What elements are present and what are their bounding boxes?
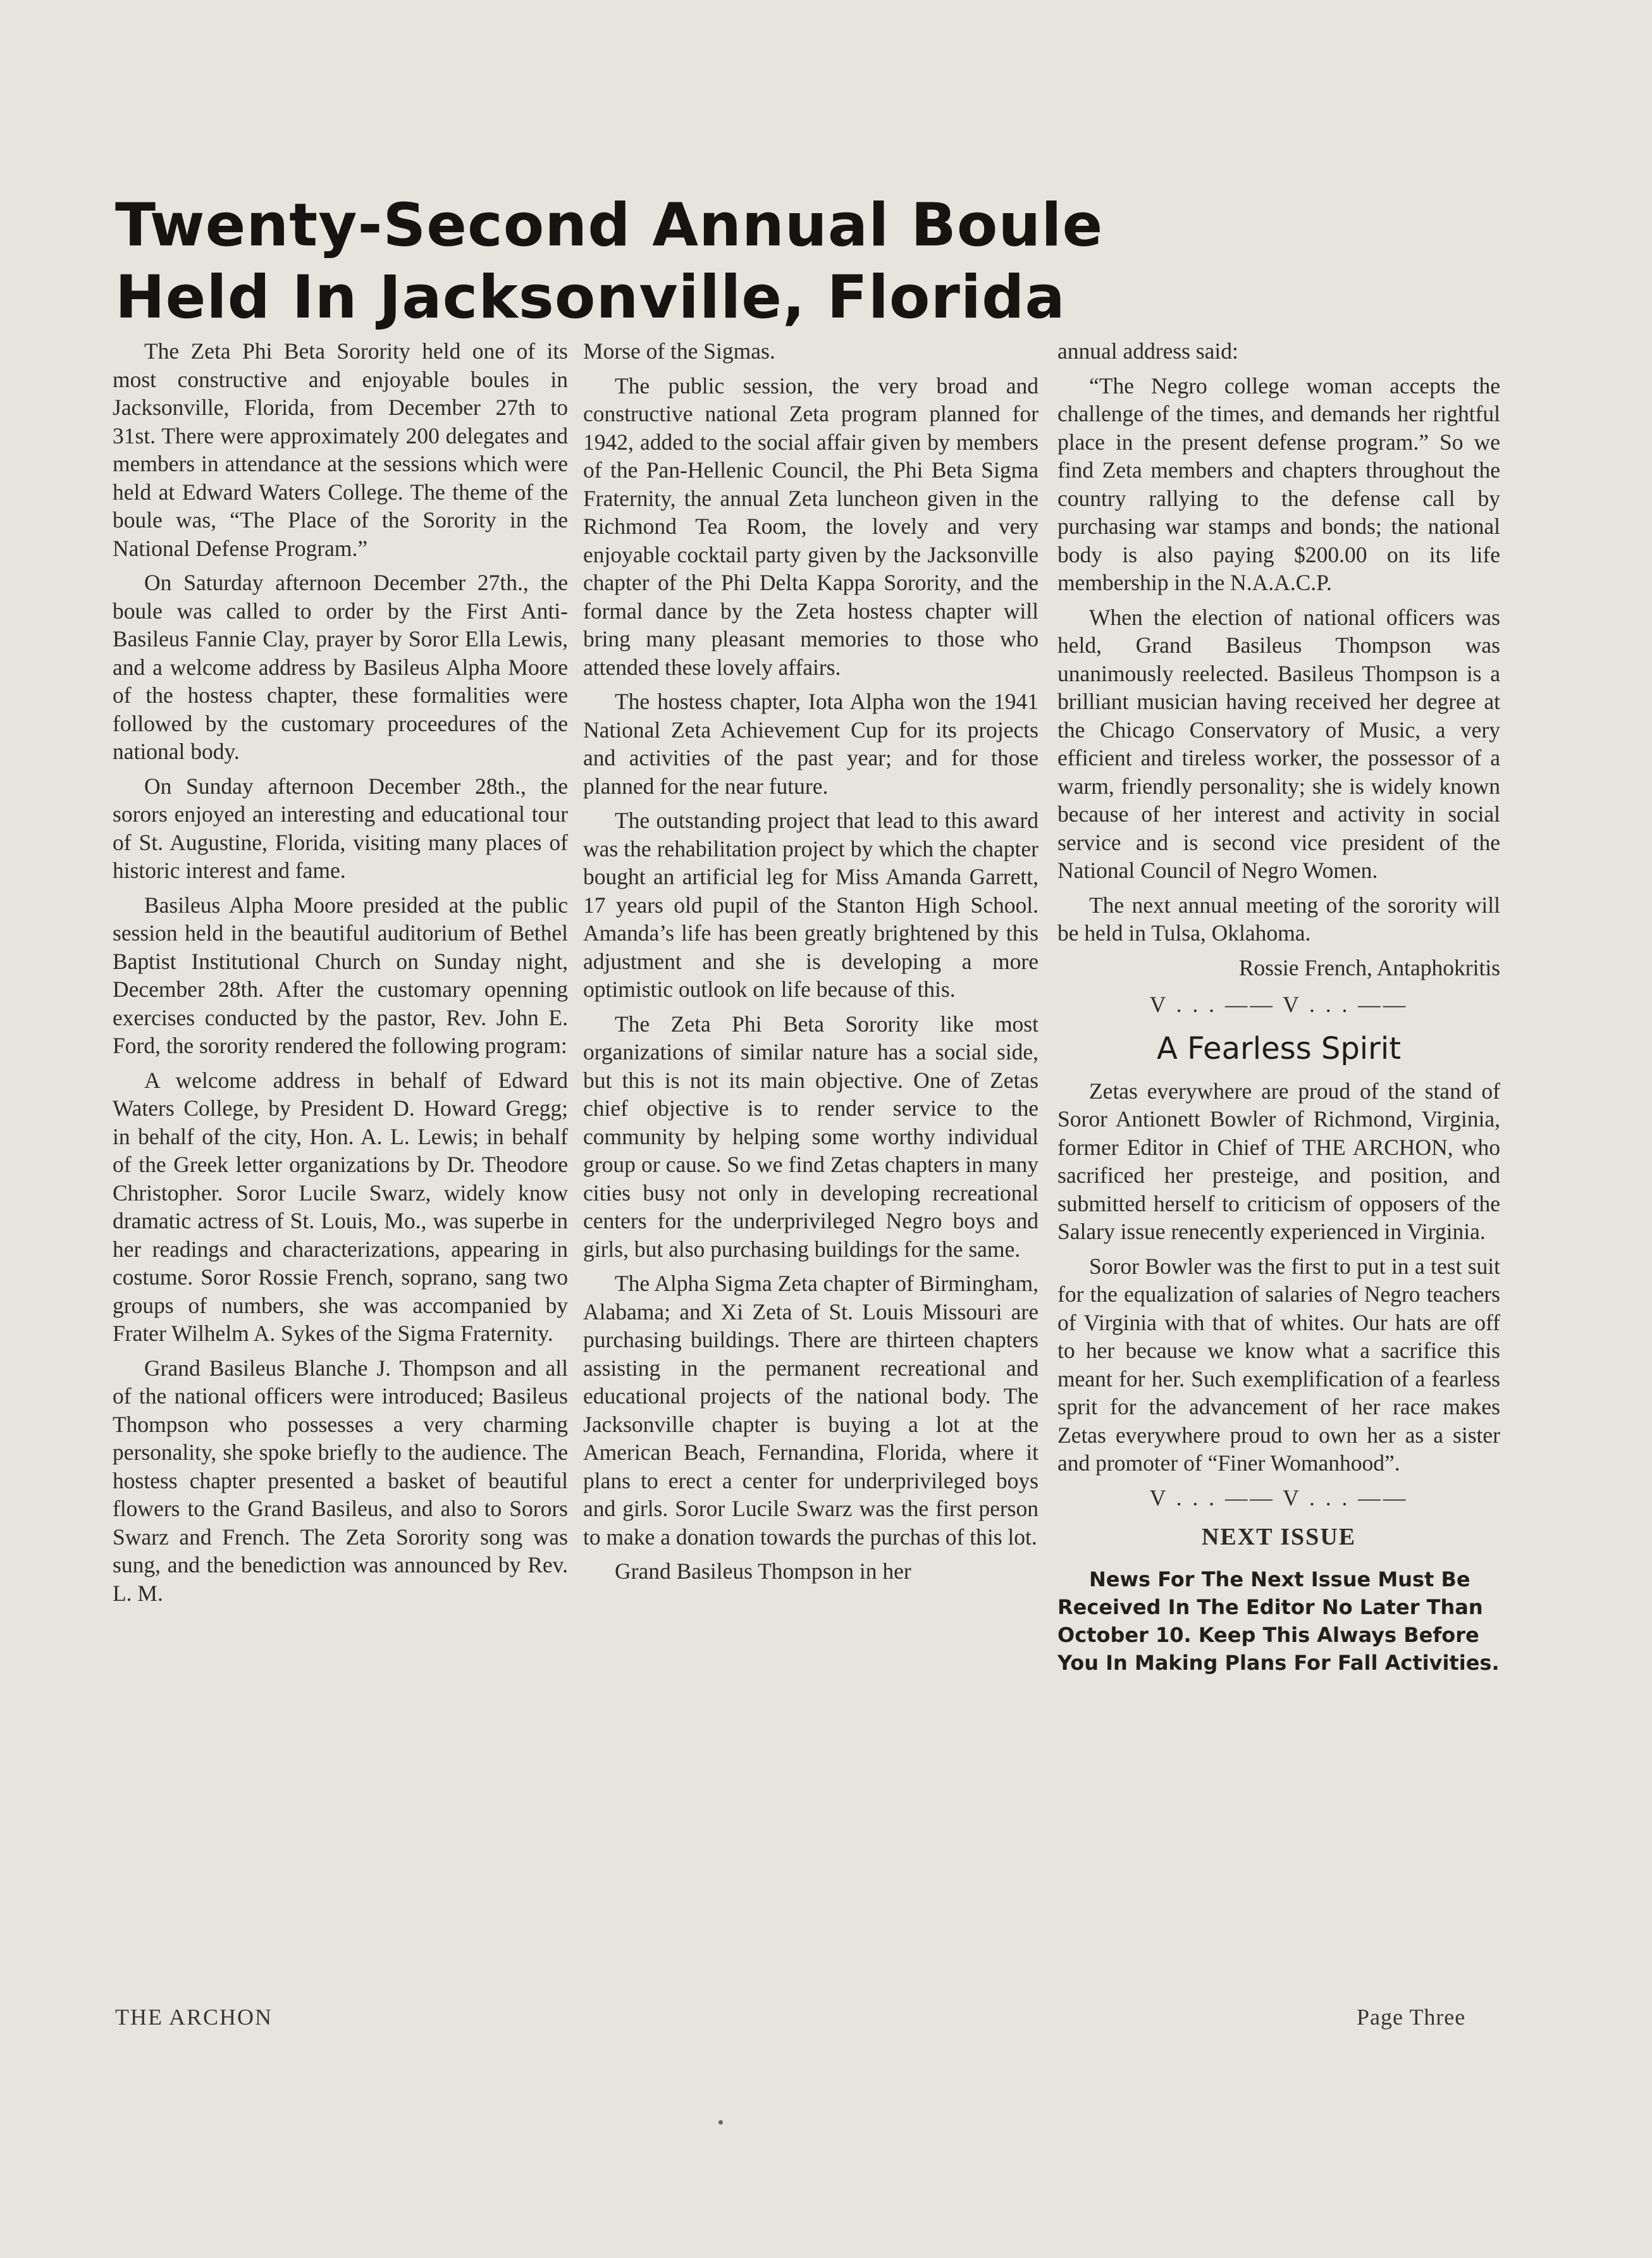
headline-line-2: Held In Jacksonville, Florida (115, 263, 1066, 332)
paragraph: The Alpha Sigma Zeta chapter of Birmingham, Alabama; and Xi Zeta of St. Louis Missouri are purchasing buildings. There are thirteen chapters assisting in the permanent recreational and educational projects of the national body. The Jacksonville chapter is buying a lot at the American Beach, Fernandina, Florida, where it plans to erect a center for underprivileged boys and girls. Soror Lucile Swarz was the first person to make a donation towards the purchas of this lot. (583, 1271, 1039, 1550)
paragraph: “The Negro college woman accepts the challenge of the times, and demands her rightful place in the present defense program.” So we find Zeta members and chapters throughout the country rallying to the defense call by purchasing war stamps and bonds; the national body is also paying $200.00 on its life membership in the N.A.A.C.P. (1057, 373, 1500, 595)
footer-page-number: Page Three (1357, 2004, 1466, 2030)
column-2 (583, 337, 1039, 1592)
separator: V . . . —— V . . . —— (1149, 1484, 1409, 1510)
footer-publication: THE ARCHON (115, 2004, 273, 2030)
paragraph: When the election of national officers was held, Grand Basileus Thompson was unanimously reelected. Basileus Thompson is a brilliant musician having received her degree at the Chicago Conservatory of Music, a very efficient and tireless worker, the possessor of a warm, friendly personality; she is widely known because of her interest and activity in social service and is second vice president of the National Council of Negro Women. (1057, 604, 1500, 883)
column-3 (1057, 337, 1500, 1683)
separator: V . . . —— V . . . —— (1149, 992, 1409, 1017)
paragraph: Zetas everywhere are proud of the stand of Soror Antionett Bowler of Richmond, Virginia, former Editor in Chief of THE ARCHON, who sacrificed her presteige, and position, and submitted herself to criticism of opposers of the Salary issue renecently experienced in Virginia. (1057, 1078, 1500, 1244)
paragraph: Grand Basileus Blanche J. Thompson and all of the national officers were introduced; Basileus Thompson who possesses a very charming personality, she spoke briefly to the audience. The hostess chapter presented a basket of beautiful flowers to the Grand Basileus, and also to Sorors Swarz and French. The Zeta Sorority song was sung, and the benediction was announced by Rev. L. M. (113, 1355, 568, 1606)
paragraph: On Sunday afternoon December 28th., the sorors enjoyed an interesting and educational tour of St. Augustine, Florida, visiting many places of historic interest and fame. (113, 773, 568, 883)
paragraph: The public session, the very broad and constructive national Zeta program planned for 1942, added to the social affair given by members of the Pan-Hellenic Council, the Phi Beta Sigma Fraternity, the annual Zeta luncheon given in the Richmond Tea Room, the lovely and very enjoyable cocktail party given by the Jacksonville chapter of the Phi Delta Kappa Sorority, and the formal dance by the Zeta hostess chapter will bring many pleasant memories to those who attended these lovely affairs. (583, 373, 1039, 680)
paragraph: Soror Bowler was the first to put in a test suit for the equalization of salaries of Negro teachers of Virginia with that of whites. Our hats are off to her because we know what a sacrifice this meant for her. Such exemplification of a fearless sprit for the advancement of her race makes Zetas everywhere proud to own her as a sister and promoter of “Finer Womanhood”. (1057, 1253, 1500, 1476)
paragraph: The Zeta Phi Beta Sorority held one of its most constructive and enjoyable boules in Jacksonville, Florida, from December 27th to 31st. There were approximately 200 delegates and members in attendance at the sessions which were held at Edward Waters College. The theme of the boule was, “The Place of the Sorority in the National Defense Program.” (113, 338, 568, 561)
paragraph: Morse of the Sigmas. (583, 338, 775, 364)
center-dot (718, 2120, 723, 2125)
headline (115, 190, 1103, 334)
next-issue-title: NEXT ISSUE (1201, 1524, 1357, 1550)
fearless-spirit-title: A Fearless Spirit (1156, 1030, 1402, 1066)
paragraph: The Zeta Phi Beta Sorority like most organizations of similar nature has a social side, but this is not its main objective. One of Zetas chief objective is to render service to the community by helping some worthy individual group or cause. So we find Zetas chapters in many cities busy not only in developing recreational centers for the underprivileged Negro boys and girls, but also purchasing buildings for the same. (583, 1011, 1039, 1262)
headline-line-1: Twenty-Second Annual Boule (115, 191, 1104, 260)
signature: Rossie French, Antaphokritis (1238, 954, 1500, 980)
paragraph: The outstanding project that lead to this award was the rehabilitation project by which the chapter bought an artificial leg for Miss Amanda Garrett, 17 years old pupil of the Stanton High School. Amanda’s life has been greatly brightened by this adjustment and she is developing a more optimistic outlook on life because of this. (583, 808, 1039, 1002)
paragraph: The next annual meeting of the sorority will be held in Tulsa, Oklahoma. (1057, 892, 1500, 946)
paragraph: Basileus Alpha Moore presided at the public session held in the beautiful auditorium of Bethel Baptist Institutional Church on Sunday night, December 28th. After the customary openning exercises conducted by the pastor, Rev. John E. Ford, the sorority rendered the following program: (113, 892, 568, 1058)
column-1 (113, 337, 568, 1613)
paragraph: The hostess chapter, Iota Alpha won the 1941 National Zeta Achievement Cup for its projects and activities of the past year; and for those planned for the near future. (583, 689, 1039, 799)
paragraph: A welcome address in behalf of Edward Waters College, by President D. Howard Gregg; in behalf of the city, Hon. A. L. Lewis; in behalf of the Greek letter organizations by Dr. Theodore Christopher. Soror Lucile Swarz, widely know dramatic actress of St. Louis, Mo., was superbe in her readings and characterizations, appearing in costume. Soror Rossie French, soprano, sang two groups of numbers, she was accompanied by Frater Wilhelm A. Sykes of the Sigma Fraternity. (113, 1067, 568, 1346)
paragraph: Grand Basileus Thompson in her (615, 1558, 911, 1584)
next-issue-notice: News For The Next Issue Must Be Received In The Editor No Later Than October 10. Keep This Always Before You In Making Plans For Fall Activities. (1057, 1567, 1500, 1675)
paragraph: annual address said: (1057, 338, 1238, 364)
paragraph: On Saturday afternoon December 27th., the boule was called to order by the First Anti-Basileus Fannie Clay, prayer by Soror Ella Lewis, and a welcome address by Basileus Alpha Moore of the hostess chapter, these formalities were followed by the customary proceedures of the national body. (113, 570, 568, 764)
